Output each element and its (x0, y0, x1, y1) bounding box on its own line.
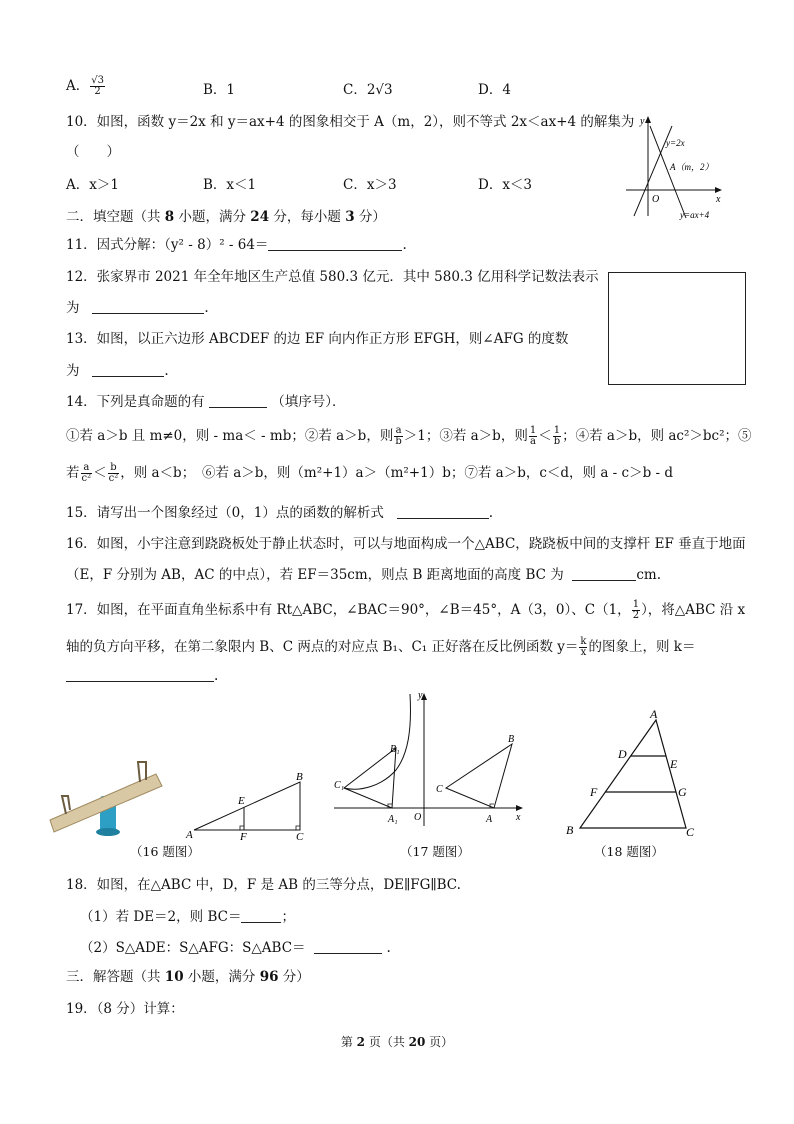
q15-answer-blank[interactable] (397, 504, 489, 519)
q14-frac-a-over-b: $\frac{a}{b}$ (395, 425, 402, 447)
q14-frac-1-over-a: $\frac{1}{a}$ (529, 425, 537, 447)
fig16-label-e: E (238, 795, 245, 807)
fig17-triangle-abc (446, 744, 512, 808)
q13-answer-line: 为 . (66, 363, 169, 379)
fig16-right-angle-c (296, 826, 300, 830)
q14-frac-1-over-b: $\frac{1}{b}$ (553, 425, 561, 447)
q17-frac-one-half: $\frac{1}{2}$ (632, 599, 640, 621)
q10-figure (612, 112, 732, 224)
fig17-caption: （17 题图） (400, 844, 470, 859)
fig16-seesaw-base (96, 828, 120, 836)
fig17-hyperbola-curve (344, 694, 410, 789)
fig16-label-f: F (240, 831, 247, 842)
q14-question: 14．下列是真命题的有 （填序号）． (66, 394, 346, 410)
q10-paren: （ ） (66, 144, 120, 160)
fig16-seesaw-picture (44, 752, 168, 838)
q15-question: 15．请写出一个图象经过（0，1）点的函数的解析式 . (66, 505, 494, 521)
q14-answer-blank[interactable] (209, 393, 267, 408)
fig17-x-arrow-icon (516, 805, 523, 811)
q10-line1-label: y=2x (666, 138, 685, 148)
fig18-figure (560, 708, 710, 838)
q19-question: 19．（8 分）计算： (66, 1001, 184, 1017)
q10-y-label: y (640, 116, 645, 127)
q10-question: 10．如图，函数 y＝2x 和 y＝ax+4 的图象相交于 A（m，2），则不等式 2x＜ax+4 的解集为 (66, 114, 635, 130)
q17-line2: 轴的负方向平移，在第二象限内 B、C 两点的对应点 B₁、C₁ 正好落在反比例函数 y＝ $\frac{k}{x}$ 的图象上，则 k＝ (66, 636, 696, 658)
q13-answer-blank[interactable] (92, 362, 164, 377)
q10-option-d: D．x＜3 (478, 177, 533, 193)
fig18-label-b: B (566, 823, 574, 837)
q10-option-a: A．x＞1 (66, 177, 119, 193)
q9-option-c: C．2√3 (343, 82, 393, 98)
fig18-triangle-abc (580, 720, 686, 828)
q17-frac-k-over-x: $\frac{k}{x}$ (580, 636, 587, 658)
fig18-label-g: G (678, 785, 687, 799)
fig16-triangle (182, 770, 312, 842)
fig17-label-c: C (436, 784, 443, 795)
q18-question: 18．如图，在△ABC 中，D，F 是 AB 的三等分点，DE∥FG∥BC. (66, 877, 461, 893)
q13-question: 13．如图，以正六边形 ABCDEF 的边 EF 向内作正方形 EFGH，则∠AFG 的度数 (66, 331, 569, 347)
fig18-label-c: C (686, 825, 695, 838)
q14-items-line1: ①若 a＞b 且 m≠0，则 - ma＜ - mb；②若 a＞b，则 $\frac{a}{b}$ ＞1；③若 a＞b，则 $\frac{1}{a}$ ＜ $\frac{1}{b}$ ；④若 a＞b，则 ac²＞bc²；⑤ (66, 425, 752, 447)
q12-answer-line: 为 . (66, 300, 209, 316)
q16-answer-blank[interactable] (572, 566, 636, 581)
q16-question: 16．如图，小宇注意到跷跷板处于静止状态时，可以与地面构成一个△ABC，跷跷板中间的支撑杆 EF 垂直于地面 (66, 536, 746, 552)
q9-option-b: B．1 (203, 82, 236, 98)
fig17-label-b: B (508, 734, 515, 745)
fig18-label-e: E (670, 757, 678, 771)
q9-option-a: A． $\frac{√3}{2}$ (66, 75, 104, 97)
fig16-label-c: C (296, 831, 304, 842)
q10-x-arrow-icon (715, 187, 722, 193)
q9-option-a-fraction: $\frac{√3}{2}$ (91, 75, 104, 97)
fig17-label-c1: C₁ (334, 780, 345, 791)
q14-frac-b-over-c2: $\frac{b}{\text{c²}}$ (108, 462, 119, 484)
fig18-caption: （18 题图） (594, 844, 664, 859)
q17-question: 17．如图，在平面直角坐标系中有 Rt△ABC，∠BAC＝90°，∠B＝45°，A（3，0）、C（1， $\frac{1}{2}$ ），将△ABC 沿 x (66, 599, 746, 621)
fig17-label-b1: B₁ (390, 744, 400, 755)
q11-answer-blank[interactable] (268, 236, 402, 251)
fig18-label-f: F (590, 785, 598, 799)
q10-origin-label: O (652, 194, 660, 205)
q12-question: 12．张家界市 2021 年全年地区生产总值 580.3 亿元．其中 580.3 亿用科学记数法表示 (66, 269, 599, 285)
fig16-right-angle-f (240, 826, 244, 830)
q17-answer-blank[interactable] (66, 667, 214, 682)
fig18-label-a: A (650, 708, 658, 721)
q13-figure-box (608, 272, 746, 385)
section2-heading: 二．填空题（共 8 小题，满分 24 分，每小题 3 分） (66, 209, 386, 225)
q10-x-label: x (716, 194, 721, 205)
q10-option-c: C．x＞3 (343, 177, 397, 193)
fig17-label-a1: A₁ (388, 814, 398, 825)
fig16-label-b: B (296, 771, 303, 783)
q18-part2: （2）S△ADE：S△AFG：S△ABC＝ . (80, 940, 391, 956)
fig17-label-a: A (486, 814, 493, 825)
q18-part1: （1）若 DE＝2，则 BC＝ ； (80, 909, 295, 925)
q14-frac-a-over-c2: $\frac{a}{\text{c²}}$ (81, 462, 92, 484)
fig17-label-x: x (516, 812, 521, 823)
fig16-caption: （16 题图） (130, 844, 200, 859)
q18-part1-answer-blank[interactable] (241, 908, 281, 923)
q17-answer-line: . (66, 667, 218, 684)
q10-point-label: A（m，2） (670, 162, 714, 172)
fig18-label-d: D (618, 747, 627, 761)
q16-answer-line: （E，F 分别为 AB，AC 的中点），若 EF＝35cm，则点 B 距离地面的高度 BC 为 cm. (66, 567, 661, 583)
q10-line2-label: y=ax+4 (680, 210, 710, 220)
page-footer: 第 2 页（共 20 页） (340, 1035, 454, 1049)
q18-part2-answer-blank[interactable] (314, 939, 382, 954)
q10-option-b: B．x＜1 (203, 177, 257, 193)
section3-heading: 三．解答题（共 10 小题，满分 96 分） (66, 969, 310, 985)
fig17-label-y: y (418, 690, 423, 701)
fig16-label-a: A (186, 829, 193, 841)
q11-question: 11．因式分解：（y² - 8）² - 64＝ . (66, 237, 407, 253)
q12-answer-blank[interactable] (92, 299, 204, 314)
q9-option-d: D．4 (478, 82, 511, 98)
fig17-label-o: O (414, 812, 422, 823)
fig17-figure (330, 690, 528, 828)
fig16-triangle-abc (194, 782, 300, 830)
q14-items-line2: 若 $\frac{a}{\text{c²}}$ ＜ $\frac{b}{\text{c²}}$ ，则 a＜b； ⑥若 a＞b，则（m²+1）a＞（m²+1）b；⑦若 a＞b，c＜d，则 a - c＞b - d (66, 462, 674, 484)
q10-y-arrow-icon (645, 116, 651, 123)
